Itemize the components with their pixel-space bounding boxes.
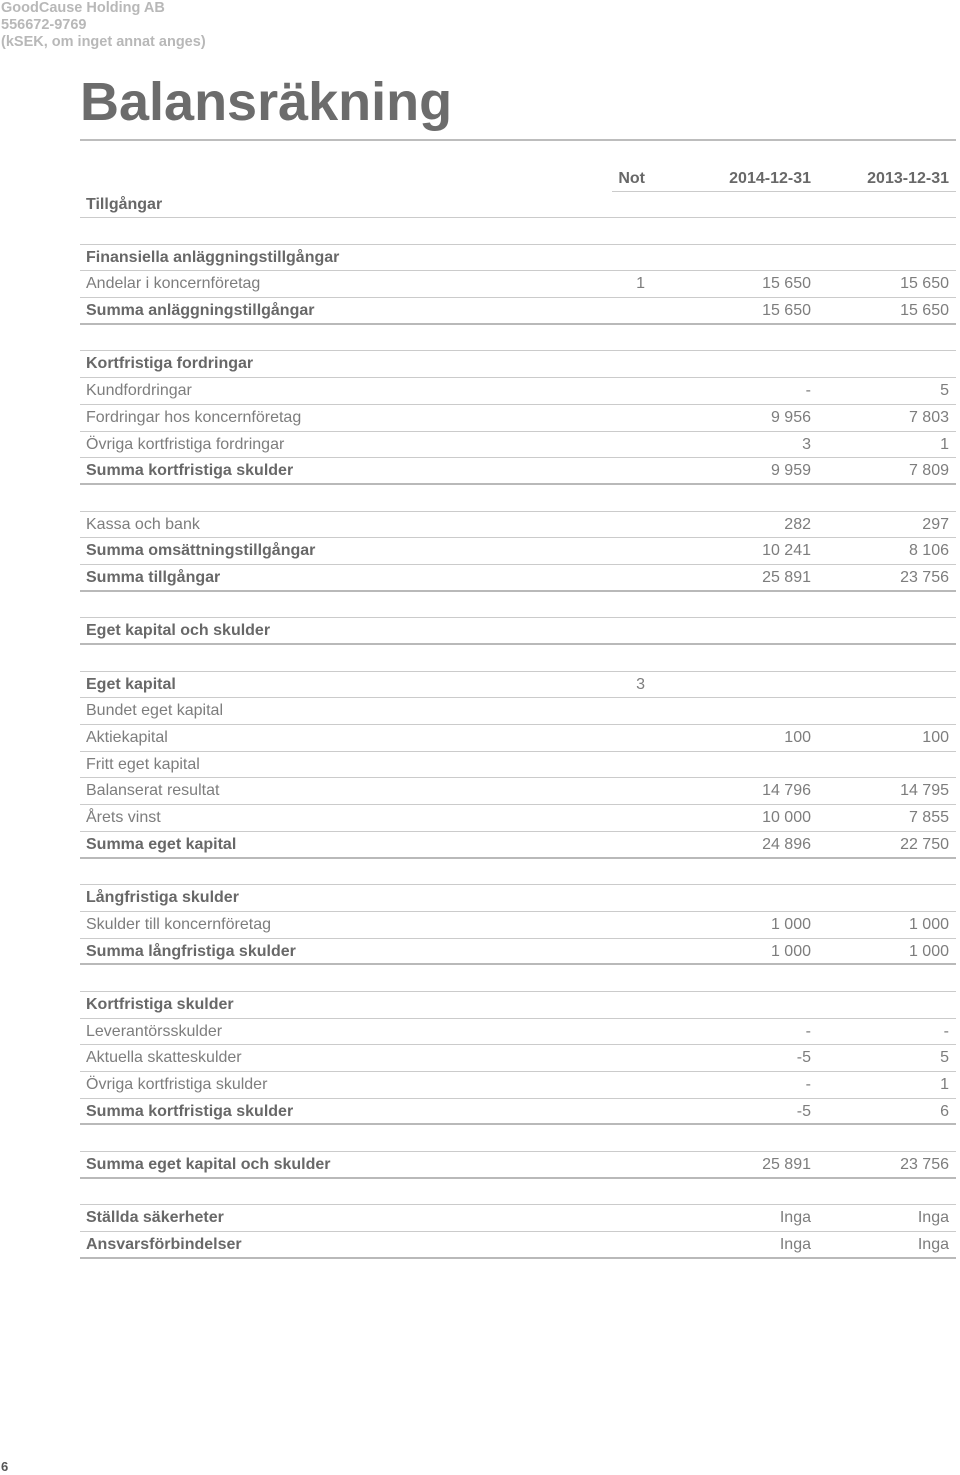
row-label: Finansiella anläggningstillgångar	[86, 248, 340, 266]
row-value-current-year: -5	[796, 1049, 811, 1067]
row-value-current-year: 282	[784, 515, 811, 533]
row-note	[612, 298, 650, 324]
row-label: Kortfristiga fordringar	[86, 355, 254, 373]
row-group	[80, 350, 956, 484]
page-number: 6	[1, 1459, 9, 1474]
column-header-row	[80, 166, 956, 192]
table-row	[80, 565, 956, 592]
row-note	[612, 992, 650, 1018]
row-value-current-year: Inga	[779, 1209, 811, 1227]
row-value-current-year: 15 650	[762, 275, 811, 293]
row-value-current-year: 25 891	[762, 1156, 811, 1174]
row-group	[80, 244, 956, 325]
table-row	[80, 1152, 956, 1179]
row-value-current-year: 15 650	[762, 302, 811, 320]
row-note	[612, 458, 650, 484]
row-group	[80, 617, 956, 645]
row-note	[612, 405, 650, 431]
row-value-previous-year: 23 756	[900, 568, 949, 586]
row-value-current-year	[650, 698, 818, 724]
row-label: Ställda säkerheter	[86, 1209, 224, 1227]
row-label: Kortfristiga skulder	[86, 995, 234, 1013]
table-row	[80, 1099, 956, 1126]
table-row	[80, 672, 956, 699]
row-value-previous-year	[818, 618, 956, 644]
row-label: Eget kapital och skulder	[86, 622, 271, 640]
row-value-current-year	[650, 351, 818, 377]
row-note	[612, 565, 650, 591]
row-value-current-year	[650, 672, 818, 698]
row-value-previous-year: 22 750	[900, 835, 949, 853]
row-value-current-year: 24 896	[762, 835, 811, 853]
row-value-previous-year: 15 650	[900, 302, 949, 320]
row-note	[612, 805, 650, 831]
table-row	[80, 271, 956, 298]
row-value-previous-year	[818, 245, 956, 271]
row-label: Långfristiga skulder	[86, 889, 239, 907]
row-note	[612, 698, 650, 724]
page-title: Balansräkning	[80, 72, 453, 132]
row-value-current-year: 9 956	[770, 408, 811, 426]
row-label: Kundfordringar	[86, 382, 192, 400]
row-value-previous-year	[818, 698, 956, 724]
row-note	[612, 752, 650, 778]
table-row	[80, 1045, 956, 1072]
row-value-current-year: -5	[796, 1102, 811, 1120]
table-row	[80, 725, 956, 752]
row-value-current-year: 3	[802, 435, 811, 453]
row-label: Summa tillgångar	[86, 568, 221, 586]
row-label: Summa långfristiga skulder	[86, 942, 296, 960]
row-note	[612, 1152, 650, 1178]
table-row	[80, 1205, 956, 1232]
table-row	[80, 512, 956, 539]
row-value-previous-year: Inga	[917, 1236, 949, 1254]
row-value-previous-year	[818, 885, 956, 911]
row-value-current-year: Inga	[779, 1236, 811, 1254]
table-row	[80, 1072, 956, 1099]
row-value-previous-year	[818, 752, 956, 778]
row-value-previous-year	[818, 351, 956, 377]
row-note	[612, 512, 650, 538]
table-row	[80, 618, 956, 645]
table-row	[80, 538, 956, 565]
row-label: Aktuella skatteskulder	[86, 1049, 242, 1067]
title-divider	[80, 139, 956, 141]
row-value-previous-year: 7 855	[908, 809, 949, 827]
row-value-previous-year: 5	[940, 1049, 949, 1067]
column-header-current-year: 2014-12-31	[650, 166, 818, 192]
unit-note: (kSEK, om inget annat anges)	[1, 34, 206, 50]
row-note: 3	[636, 675, 645, 693]
table-row	[80, 245, 956, 272]
row-note	[612, 1099, 650, 1125]
row-group	[80, 1151, 956, 1179]
row-value-current-year: -	[805, 1022, 811, 1040]
row-value-previous-year: 5	[940, 382, 949, 400]
row-group	[80, 671, 956, 859]
column-header-label	[80, 166, 612, 192]
row-value-previous-year: 8 106	[908, 542, 949, 560]
row-value-current-year: 10 241	[762, 542, 811, 560]
row-label: Summa kortfristiga skulder	[86, 462, 294, 480]
row-value-previous-year: 7 803	[908, 408, 949, 426]
row-label: Ansvarsförbindelser	[86, 1236, 242, 1254]
row-label: Summa eget kapital	[86, 835, 237, 853]
row-value-previous-year	[818, 672, 956, 698]
row-value-current-year	[650, 618, 818, 644]
column-header-previous-year: 2013-12-31	[818, 166, 956, 192]
row-value-previous-year: 14 795	[900, 782, 949, 800]
row-value-previous-year: 15 650	[900, 275, 949, 293]
row-value-previous-year: 1	[940, 435, 949, 453]
row-label: Kassa och bank	[86, 515, 200, 533]
row-label: Leverantörsskulder	[86, 1022, 223, 1040]
row-label: Summa kortfristiga skulder	[86, 1102, 294, 1120]
row-note	[612, 1019, 650, 1045]
row-value-previous-year: 1 000	[908, 942, 949, 960]
row-note	[612, 832, 650, 858]
section-heading: Tillgångar	[86, 196, 163, 213]
row-value-current-year: 1 000	[770, 915, 811, 933]
row-value-current-year: 14 796	[762, 782, 811, 800]
table-row	[80, 778, 956, 805]
row-value-current-year: 9 959	[770, 462, 811, 480]
row-value-previous-year	[818, 992, 956, 1018]
row-value-current-year: 100	[784, 729, 811, 747]
row-note	[612, 1045, 650, 1071]
row-value-current-year: -	[805, 382, 811, 400]
row-label: Eget kapital	[86, 675, 176, 693]
row-label: Andelar i koncernföretag	[86, 275, 261, 293]
table-row	[80, 832, 956, 859]
table-row	[80, 405, 956, 432]
row-value-previous-year: 7 809	[908, 462, 949, 480]
row-note	[612, 1072, 650, 1098]
row-value-current-year	[650, 245, 818, 271]
row-label: Skulder till koncernföretag	[86, 915, 271, 933]
row-group	[80, 1204, 956, 1258]
row-note	[612, 939, 650, 965]
table-row	[80, 912, 956, 939]
row-note	[612, 885, 650, 911]
row-value-current-year	[650, 752, 818, 778]
row-value-previous-year: 1 000	[908, 915, 949, 933]
table-row	[80, 752, 956, 779]
row-note	[612, 351, 650, 377]
row-note	[612, 778, 650, 804]
row-value-current-year: 10 000	[762, 809, 811, 827]
row-value-previous-year: Inga	[917, 1209, 949, 1227]
table-row	[80, 458, 956, 485]
table-body	[80, 244, 956, 1259]
org-number: 556672-9769	[1, 17, 87, 33]
row-note	[612, 1232, 650, 1258]
row-value-previous-year: 6	[940, 1102, 949, 1120]
balance-sheet-table	[80, 166, 956, 1259]
row-group	[80, 511, 956, 592]
row-value-current-year	[650, 885, 818, 911]
row-note	[612, 378, 650, 404]
row-note: 1	[636, 275, 645, 293]
table-row	[80, 805, 956, 832]
table-row	[80, 992, 956, 1019]
table-row	[80, 1232, 956, 1259]
company-name: GoodCause Holding AB	[1, 0, 165, 16]
row-value-previous-year: 23 756	[900, 1156, 949, 1174]
row-note	[612, 1205, 650, 1231]
row-label: Övriga kortfristiga skulder	[86, 1076, 268, 1093]
row-label: Summa omsättningstillgångar	[86, 542, 316, 560]
row-value-current-year: 1 000	[770, 942, 811, 960]
row-note	[612, 432, 650, 458]
table-row	[80, 698, 956, 725]
row-label: Balanserat resultat	[86, 782, 220, 800]
row-note	[612, 912, 650, 938]
row-value-previous-year: -	[943, 1022, 949, 1040]
row-label: Summa eget kapital och skulder	[86, 1156, 331, 1174]
row-note	[612, 618, 650, 644]
row-value-current-year	[650, 992, 818, 1018]
row-note	[612, 245, 650, 271]
row-label: Summa anläggningstillgångar	[86, 302, 315, 320]
row-label: Aktiekapital	[86, 729, 168, 747]
row-value-previous-year: 100	[922, 729, 949, 747]
row-value-current-year: 25 891	[762, 568, 811, 586]
section-heading-row	[80, 192, 956, 218]
row-value-current-year: -	[805, 1076, 811, 1093]
table-row	[80, 885, 956, 912]
table-row	[80, 351, 956, 378]
row-label: Årets vinst	[86, 809, 161, 827]
column-header-note: Not	[612, 166, 650, 192]
table-row	[80, 378, 956, 405]
row-group	[80, 991, 956, 1125]
table-row	[80, 1019, 956, 1046]
table-row	[80, 432, 956, 459]
row-label: Fritt eget kapital	[86, 755, 200, 773]
row-label: Bundet eget kapital	[86, 702, 223, 720]
company-header	[1, 0, 206, 51]
row-value-previous-year: 1	[940, 1076, 949, 1093]
row-value-previous-year: 297	[922, 515, 949, 533]
row-note	[612, 725, 650, 751]
table-row	[80, 298, 956, 325]
row-label: Fordringar hos koncernföretag	[86, 408, 302, 426]
row-label: Övriga kortfristiga fordringar	[86, 435, 285, 453]
table-row	[80, 939, 956, 966]
row-note	[612, 538, 650, 564]
row-group	[80, 884, 956, 965]
